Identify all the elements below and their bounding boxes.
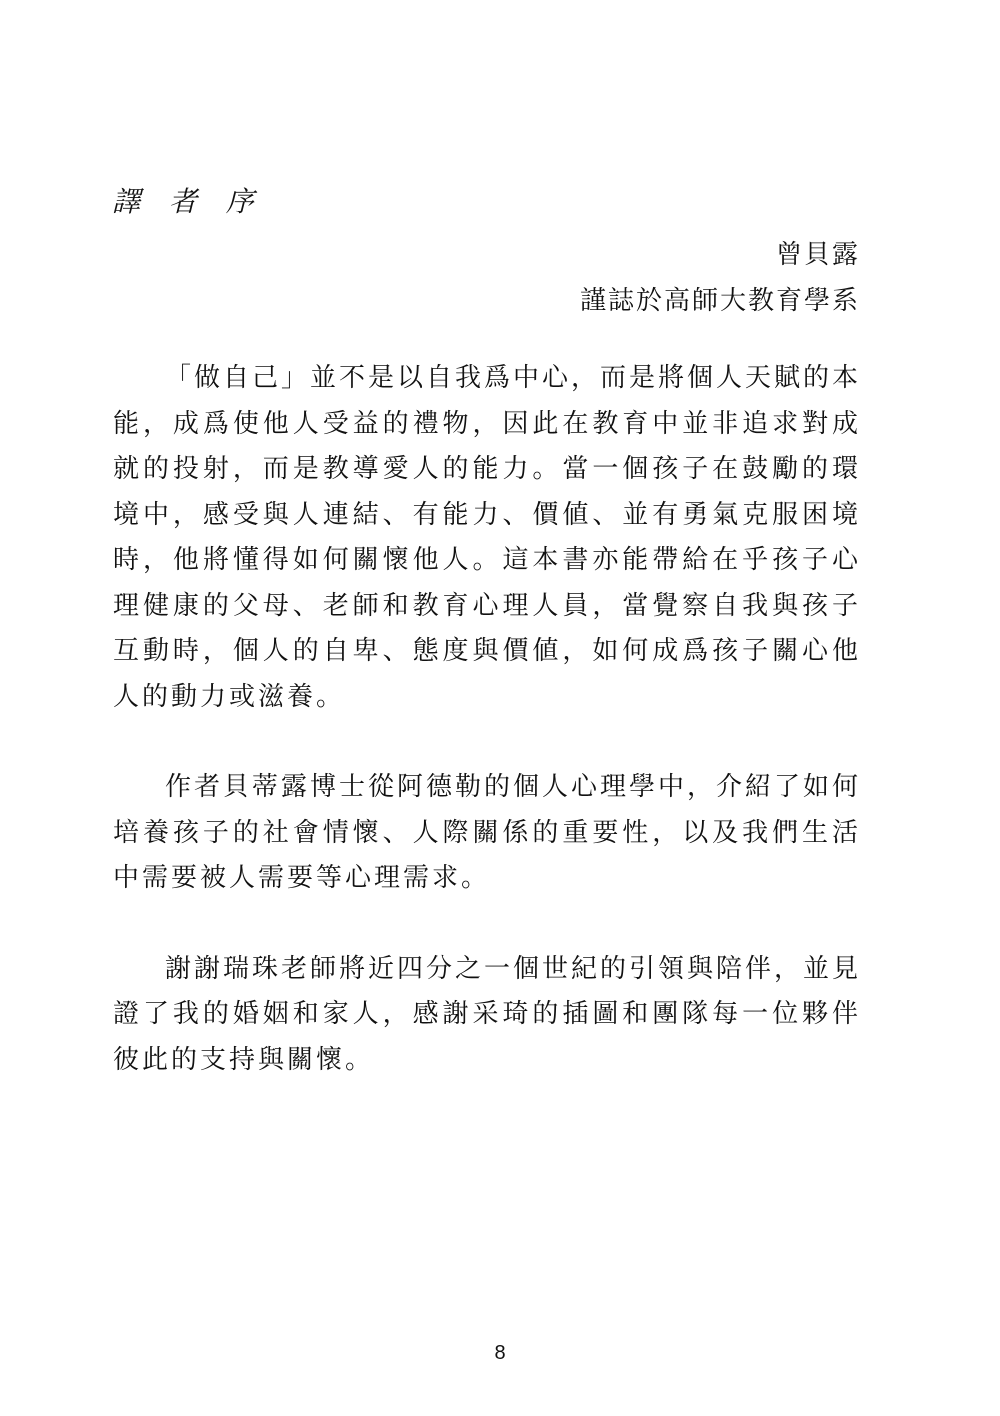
translator-name: 曾貝露	[775, 240, 860, 270]
paragraph: 作者貝蒂露博士從阿德勒的個人心理學中，介紹了如何培養孩子的社會情懷、人際關係的重要性，以及我們生活中需要被人需要等心理需求。	[113, 772, 862, 893]
paragraph: 謝謝瑞珠老師將近四分之一個世紀的引領與陪伴，並見證了我的婚姻和家人，感謝采琦的插圖和團隊每一位夥伴彼此的支持與關懷。	[113, 953, 862, 1075]
translator-signature	[580, 232, 860, 324]
translator-affiliation: 謹誌於高師大教育學系	[579, 286, 860, 316]
section-title: 譯 者 序	[112, 185, 264, 218]
paragraph: 「做自己」並不是以自我爲中心，而是將個人天賦的本能，成爲使他人受益的禮物，因此在教育中並非追求對成就的投射，而是教導愛人的能力。當一個孩子在鼓勵的環境中，感受與人連結、有能力、價値、並有勇氣克服困境時，他將懂得如何關懷他人。這本書亦能帶給在乎孩子心理健康的父母、老師和教育心理人員，當覺察自我與孩子互動時，個人的自卑、態度與價値，如何成爲孩子關心他人的動力或滋養。	[113, 363, 862, 712]
body-text	[113, 356, 861, 1083]
page-number: 8	[494, 1342, 506, 1364]
